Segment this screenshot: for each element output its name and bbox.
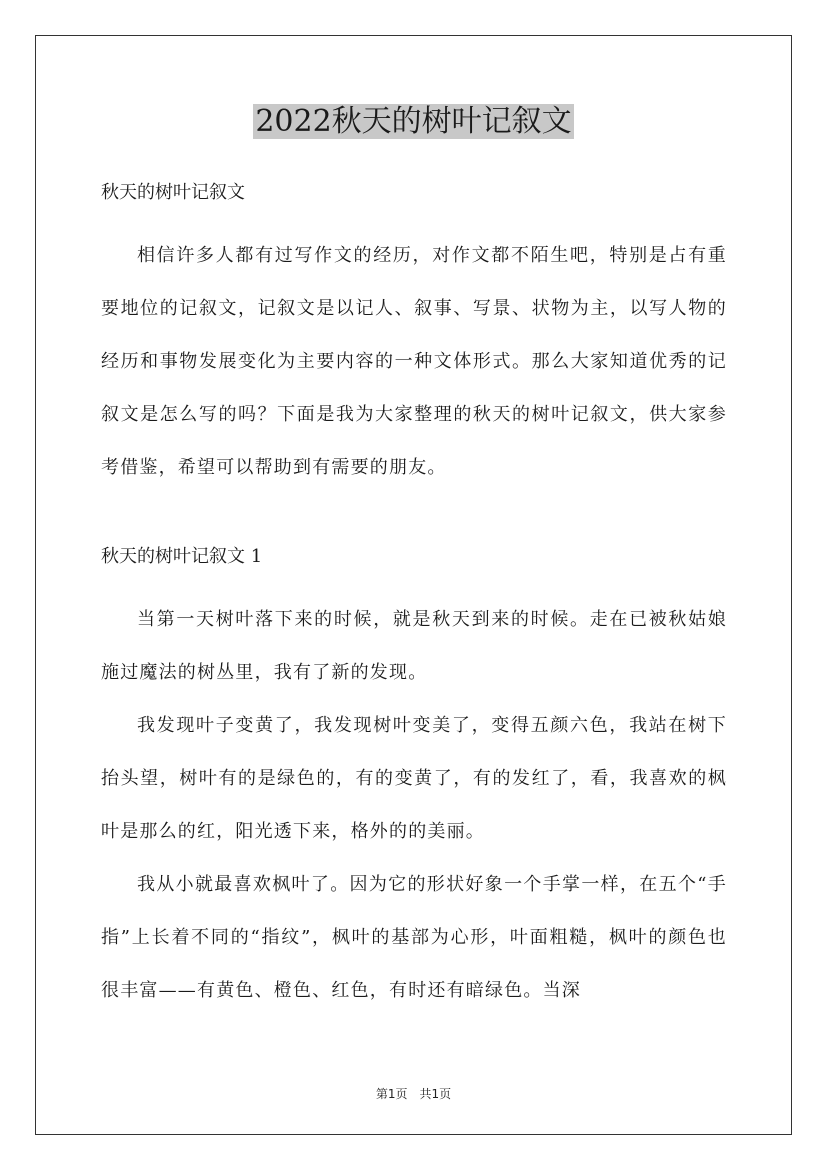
- section1-heading: 秋天的树叶记叙文 1: [101, 546, 263, 567]
- section1-paragraph-2: 我发现叶子变黄了，我发现树叶变美了，变得五颜六色，我站在树下抬头望，树叶有的是绿色的，有的变黄了，有的发红了，看，我喜欢的枫叶是那么的红，阳光透下来，格外的的美丽。: [101, 715, 727, 842]
- subheading: 秋天的树叶记叙文: [101, 182, 245, 203]
- intro-paragraph: 相信许多人都有过写作文的经历，对作文都不陌生吧，特别是占有重要地位的记叙文，记叙文是以记人、叙事、写景、状物为主，以写人物的经历和事物发展变化为主要内容的一种文体形式。那么大家知道优秀的记叙文是怎么写的吗？下面是我为大家整理的秋天的树叶记叙文，供大家参考借鉴，希望可以帮助到有需要的朋友。: [101, 245, 727, 478]
- section1-paragraph-1: 当第一天树叶落下来的时候，就是秋天到来的时候。走在已被秋姑娘施过魔法的树丛里，我有了新的发现。: [101, 609, 727, 683]
- document-title-text: 2022秋天的树叶记叙文: [255, 104, 572, 139]
- document-title: [0, 102, 827, 142]
- page-footer: 第1页 共1页: [375, 1087, 452, 1101]
- section1-paragraph-3: 我从小就最喜欢枫叶了。因为它的形状好象一个手掌一样，在五个“手指”上长着不同的“指纹”，枫叶的基部为心形，叶面粗糙，枫叶的颜色也很丰富——有黄色、橙色、红色，有时还有暗绿色。当深: [101, 874, 727, 1001]
- document-body: [101, 175, 727, 1017]
